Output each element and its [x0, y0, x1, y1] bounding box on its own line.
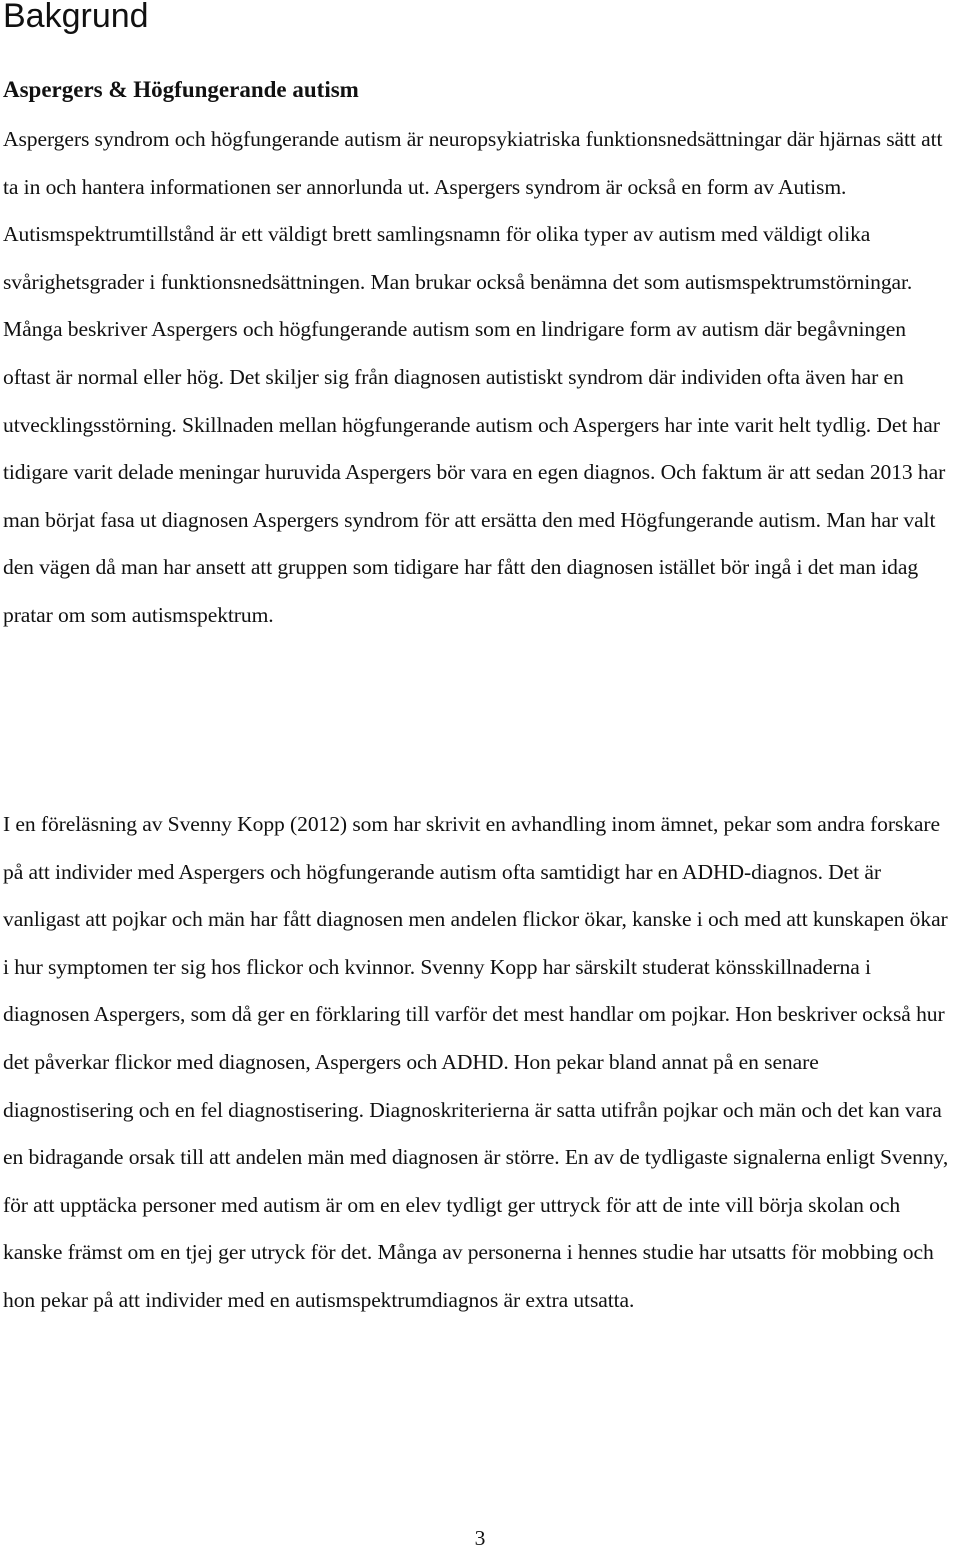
- body-paragraph-1: Aspergers syndrom och högfungerande autism är neuropsykiatriska funktionsnedsättningar där hjärnas sätt att ta in och hantera informationen ser annorlunda ut. Aspergers syndrom är också en form av Autism. Autismspektrumtillstånd är ett väldigt brett samlingsnamn för olika typer av autism med väldigt olika svårighetsgrader i funktionsnedsättningen. Man brukar också benämna det som autismspektrumstörningar. Många beskriver Aspergers och högfungerande autism som en lindrigare form av autism där begåvningen oftast är normal eller hög. Det skiljer sig från diagnosen autistiskt syndrom där individen ofta även har en utvecklingsstörning. Skillnaden mellan högfungerande autism och Aspergers har inte varit helt tydlig. Det har tidigare varit delade meningar huruvida Aspergers bör vara en egen diagnos. Och faktum är att sedan 2013 har man börjat fasa ut diagnosen Aspergers syndrom för att ersätta den med Högfungerande autism. Man har valt den vägen då man har ansett att gruppen som tidigare har fått den diagnosen istället bör ingå i det man idag pratar om som autismspektrum.: [3, 127, 946, 627]
- body-paragraph-2: I en föreläsning av Svenny Kopp (2012) som har skrivit en avhandling inom ämnet, pekar som andra forskare på att individer med Aspergers och högfungerande autism ofta samtidigt har en ADHD-diagnos. Det är vanligast att pojkar och män har fått diagnosen men andelen flickor ökar, kanske i och med att kunskapen ökar i hur symptomen ter sig hos flickor och kvinnor. Svenny Kopp har särskilt studerat könsskillnaderna i diagnosen Aspergers, som då ger en förklaring till varför det mest handlar om pojkar. Hon beskriver också hur det påverkar flickor med diagnosen, Aspergers och ADHD. Hon pekar bland annat på en senare diagnostisering och en fel diagnostisering. Diagnoskriterierna är satta utifrån pojkar och män och det kan vara en bidragande orsak till att andelen män med diagnosen är större. En av de tydligaste signalerna enligt Svenny, för att upptäcka personer med autism är om en elev tydligt ger uttryck för att de inte vill börja skolan och kanske främst om en tjej ger utryck för det. Många av personerna i hennes studie har utsatts för mobbing och hon pekar på att individer med en autismspektrumdiagnos är extra utsatta.: [3, 812, 949, 1312]
- section-heading: Bakgrund: [3, 0, 149, 35]
- subsection-heading: Aspergers & Högfungerande autism: [3, 77, 359, 102]
- page-number: 3: [474, 1526, 486, 1550]
